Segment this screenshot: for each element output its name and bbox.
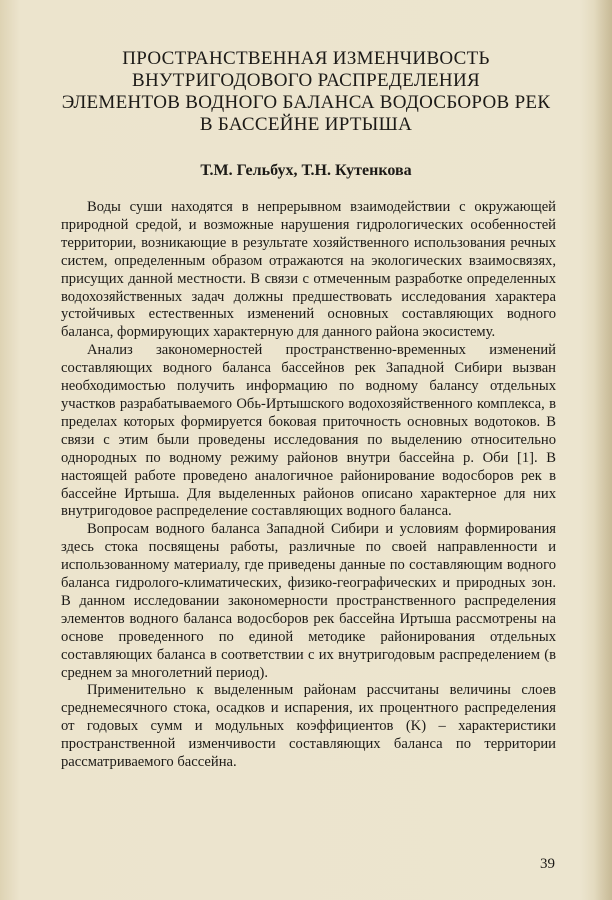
paragraph-3: Вопросам водного баланса Западной Сибири и условиям формирования здесь стока посвящены работы, различные по своей направленности и использованному материалу, где приведены данные по составляющим водного баланса гидролого-климатических, физико-географических и природных зон. В данном исследовании закономерности пространственного распределения элементов водного баланса водосборов рек бассейна Иртыша рассмотрены на основе проведенного по единой методике районирования отдельных составляющих баланса в соответствии с их внутригодовым распределением (в среднем за многолетний период). — [61, 521, 556, 681]
article-body — [61, 199, 556, 772]
paragraph-4: Применительно к выделенным районам рассчитаны величины слоев среднемесячного стока, осадков и испарения, их процентного распределения от годовых сумм и модульных коэффициентов (K) – характеристики пространственной изменчивости составляющих баланса по территории рассматриваемого бассейна. — [61, 682, 556, 771]
title-line: ВНУТРИГОДОВОГО РАСПРЕДЕЛЕНИЯ — [132, 70, 480, 91]
paragraph-1: Воды суши находятся в непрерывном взаимодействии с окружающей природной средой, и возможные нарушения гидрологических особенностей территории, возникающие в результате хозяйственного использования речных систем, определенным образом отражаются на экологических взаимосвязях, присущих данной местности. В связи с отмеченным разработке определенных водохозяйственных задач должны предшествовать исследования характера устойчивых естественных изменений основных составляющих водного баланса, формирующих характерную для данного района экосистему. — [61, 199, 556, 341]
title-line: ЭЛЕМЕНТОВ ВОДНОГО БАЛАНСА ВОДОСБОРОВ РЕК — [61, 92, 551, 113]
title-line: В БАССЕЙНЕ ИРТЫША — [199, 114, 413, 135]
article-authors: Т.М. Гельбух, Т.Н. Кутенкова — [200, 162, 412, 179]
page-edge-shadow — [594, 0, 612, 900]
title-line: ПРОСТРАНСТВЕННАЯ ИЗМЕНЧИВОСТЬ — [122, 48, 490, 69]
paragraph-2: Анализ закономерностей пространственно-временных изменений составляющих водного баланса бассейнов рек Западной Сибири вызван необходимостью получить информацию по водному балансу отдельных участков разрабатываемого Обь-Иртышского водохозяйственного комплекса, в пределах которых формируется боковая приточность основных водотоков. В связи с этим были проведены исследования по выделению относительно однородных по водному режиму районов внутри бассейна р. Оби [1]. В настоящей работе проведено аналогичное районирование водосборов рек в бассейне Иртыша. Для выделенных районов описано характерное для них внутригодовое распределение составляющих водного баланса. — [61, 342, 556, 520]
article-title — [60, 48, 552, 136]
page-number: 39 — [540, 856, 555, 872]
